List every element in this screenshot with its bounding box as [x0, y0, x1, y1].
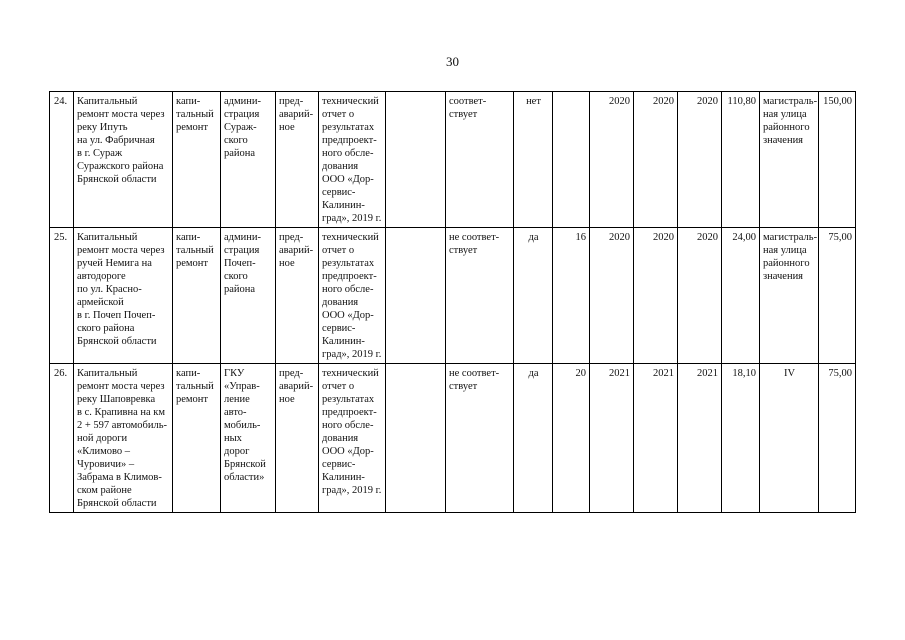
- work-type: капи- тальный ремонт: [173, 364, 221, 513]
- year-2: 2020: [634, 92, 678, 228]
- cost: 150,00: [819, 92, 856, 228]
- document: технический отчет о результатах предпроект- ного обсле- дования ООО «Дор- сервис- Калинин- град», 2019 г.: [319, 228, 386, 364]
- year-1: 2021: [590, 364, 634, 513]
- compliance: соответ- ствует: [446, 92, 514, 228]
- row-number: 26.: [50, 364, 74, 513]
- row-number: 24.: [50, 92, 74, 228]
- year-1: 2020: [590, 92, 634, 228]
- year-1: 2020: [590, 228, 634, 364]
- document: технический отчет о результатах предпроект- ного обсле- дования ООО «Дор- сервис- Калинин- град», 2019 г.: [319, 92, 386, 228]
- customer: админи- страция Почеп- ского района: [221, 228, 276, 364]
- compliance: не соответ- ствует: [446, 228, 514, 364]
- empty-cell: [386, 92, 446, 228]
- object-name: Капитальный ремонт моста через реку Шаповревка в с. Крапивна на км 2 + 597 автомобиль- ной дороги «Климово – Чуровичи» – Забрама в Климов- ском районе Брянской области: [74, 364, 173, 513]
- table-row: [50, 92, 856, 228]
- condition: пред- аварий- ное: [276, 92, 319, 228]
- flag: да: [514, 364, 553, 513]
- category: магистраль- ная улица районного значения: [760, 92, 819, 228]
- document: технический отчет о результатах предпроект- ного обсле- дования ООО «Дор- сервис- Калинин- град», 2019 г.: [319, 364, 386, 513]
- cost: 75,00: [819, 228, 856, 364]
- year-3: 2020: [678, 228, 722, 364]
- flag: да: [514, 228, 553, 364]
- table-row: [50, 228, 856, 364]
- object-name: Капитальный ремонт моста через ручей Немига на автодороге по ул. Красно- армейской в г. Почеп Почеп- ского района Брянской области: [74, 228, 173, 364]
- empty-cell: [386, 364, 446, 513]
- customer: ГКУ «Управ- ление авто- мобиль- ных дорог Брянской области»: [221, 364, 276, 513]
- year-3: 2020: [678, 92, 722, 228]
- work-type: капи- тальный ремонт: [173, 228, 221, 364]
- work-type: капи- тальный ремонт: [173, 92, 221, 228]
- empty-cell: [386, 228, 446, 364]
- category: магистраль- ная улица районного значения: [760, 228, 819, 364]
- customer: админи- страция Сураж- ского района: [221, 92, 276, 228]
- table-row: [50, 364, 856, 513]
- length: 24,00: [722, 228, 760, 364]
- object-name: Капитальный ремонт моста через реку Ипуть на ул. Фабричная в г. Сураж Суражского района Брянской области: [74, 92, 173, 228]
- bridge-repair-table: [49, 91, 856, 513]
- count: [553, 92, 590, 228]
- condition: пред- аварий- ное: [276, 228, 319, 364]
- length: 18,10: [722, 364, 760, 513]
- cost: 75,00: [819, 364, 856, 513]
- category: IV: [760, 364, 819, 513]
- page-number: 30: [446, 54, 459, 69]
- row-number: 25.: [50, 228, 74, 364]
- year-2: 2021: [634, 364, 678, 513]
- year-2: 2020: [634, 228, 678, 364]
- compliance: не соответ- ствует: [446, 364, 514, 513]
- count: 16: [553, 228, 590, 364]
- count: 20: [553, 364, 590, 513]
- length: 110,80: [722, 92, 760, 228]
- flag: нет: [514, 92, 553, 228]
- year-3: 2021: [678, 364, 722, 513]
- condition: пред- аварий- ное: [276, 364, 319, 513]
